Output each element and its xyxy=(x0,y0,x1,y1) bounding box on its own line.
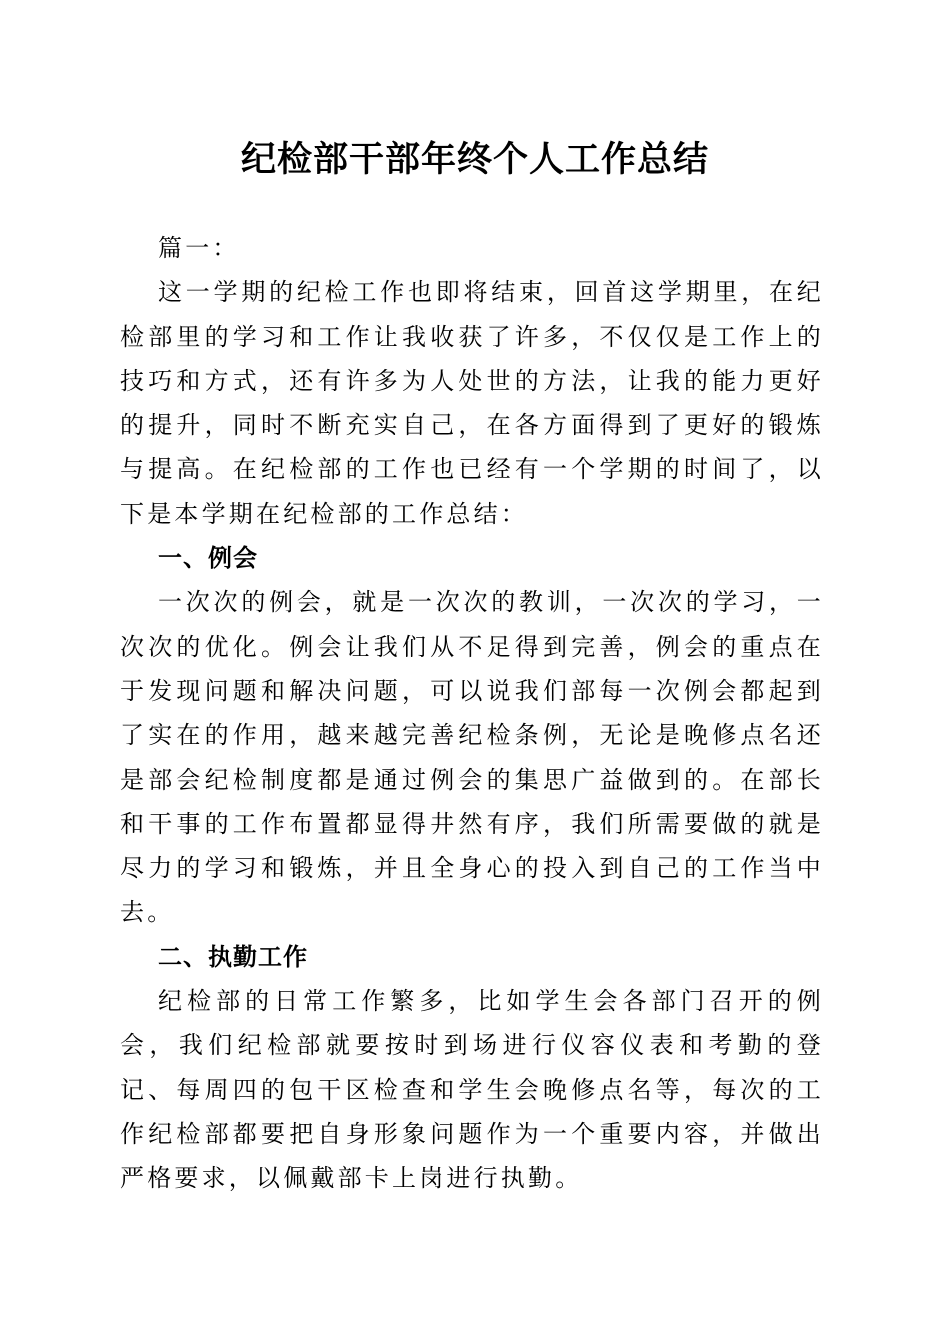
intro-paragraph: 这一学期的纪检工作也即将结束，回首这学期里，在纪检部里的学习和工作让我收获了许多，不仅仅是工作上的技巧和方式，还有许多为人处世的方法，让我的能力更好的提升，同时不断充实自己，在各方面得到了更好的锻炼与提高。在纪检部的工作也已经有一个学期的时间了，以下是本学期在纪检部的工作总结： xyxy=(120,278,824,528)
section-paragraph-duty: 纪检部的日常工作繁多，比如学生会各部门召开的例会，我们纪检部就要按时到场进行仪容仪表和考勤的登记、每周四的包干区检查和学生会晚修点名等，每次的工作纪检部都要把自身形象问题作为一个重要内容，并做出严格要求，以佩戴部卡上岗进行执勤。 xyxy=(120,987,824,1193)
document-body xyxy=(120,226,824,1201)
section-heading-duty: 二、执勤工作 xyxy=(158,942,308,971)
part-label: 篇一： xyxy=(158,234,240,262)
section-paragraph-meetings: 一次次的例会，就是一次次的教训，一次次的学习，一次次的优化。例会让我们从不足得到完善，例会的重点在于发现问题和解决问题，可以说我们部每一次例会都起到了实在的作用，越来越完善纪检条例，无论是晚修点名还是部会纪检制度都是通过例会的集思广益做到的。在部长和干事的工作布置都显得井然有序，我们所需要做的就是尽力的学习和锻炼，并且全身心的投入到自己的工作当中去。 xyxy=(120,588,824,927)
document-title: 纪检部干部年终个人工作总结 xyxy=(240,139,709,180)
section-heading-meetings: 一、例会 xyxy=(158,544,258,573)
